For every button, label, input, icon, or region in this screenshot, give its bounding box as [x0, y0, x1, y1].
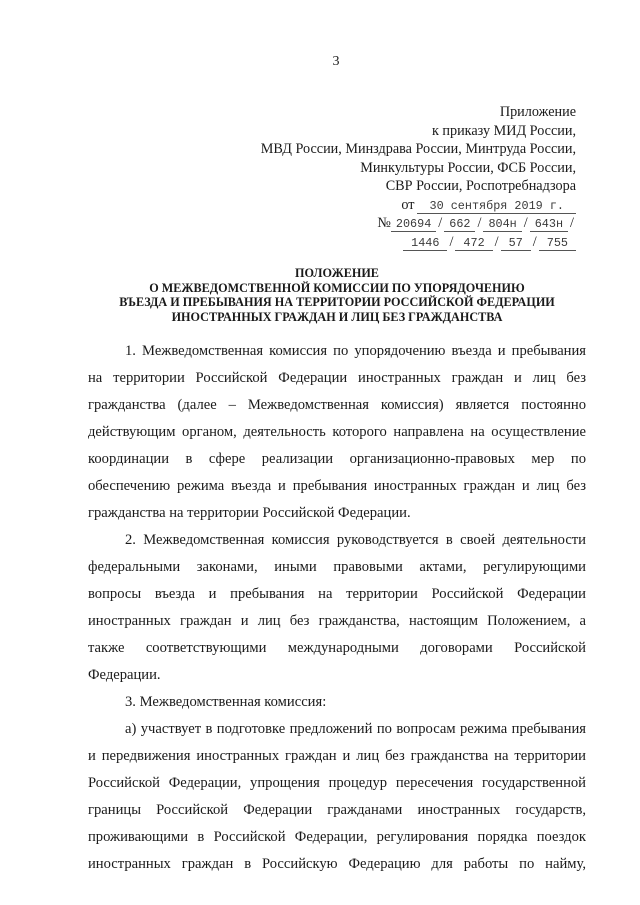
- title-line: ВЪЕЗДА И ПРЕБЫВАНИЯ НА ТЕРРИТОРИИ РОССИЙСКОЙ ФЕДЕРАЦИИ: [119, 295, 555, 310]
- order-number: 20694: [391, 218, 436, 232]
- text-line: а) участвует в подготовке предложений по вопросам режима пребывания: [125, 721, 586, 737]
- order-reference-line: СВР России, Роспотребнадзора: [385, 178, 576, 194]
- document-title: [88, 266, 586, 324]
- title-line: ИНОСТРАННЫХ ГРАЖДАН И ЛИЦ БЕЗ ГРАЖДАНСТВА: [171, 309, 503, 324]
- text-line: 2. Межведомственная комиссия руководствуется в своей деятельности: [125, 532, 586, 548]
- order-number: 804н: [483, 218, 521, 232]
- order-number: 643н: [530, 218, 568, 232]
- text-line: гражданства (далее – Межведомственная комиссия) является постоянно: [88, 397, 586, 413]
- number-separator: /: [449, 233, 454, 250]
- text-line: Российской Федерации, упрощения процедур пересечения государственной: [88, 775, 586, 791]
- text-line: 3. Межведомственная комиссия:: [125, 694, 327, 710]
- date-prefix: от: [401, 196, 415, 213]
- page-number: 3: [332, 54, 340, 69]
- number-sign: №: [377, 215, 391, 231]
- text-line: границы Российской Федерации гражданами иностранных государств,: [88, 802, 586, 818]
- number-separator: /: [477, 215, 482, 231]
- appendix-label: Приложение: [499, 104, 576, 120]
- text-line: на территории Российской Федерации иностранных граждан и лиц без: [88, 370, 586, 386]
- number-separator: /: [532, 233, 537, 250]
- order-date-line: [216, 196, 576, 215]
- title-line: ПОЛОЖЕНИЕ: [295, 266, 379, 280]
- document-body: [88, 338, 586, 878]
- order-number: 57: [501, 237, 531, 251]
- number-separator: /: [494, 233, 499, 250]
- paragraph-1: [88, 338, 586, 527]
- text-line: Федерации.: [88, 667, 161, 683]
- number-separator: /: [570, 215, 574, 231]
- subparagraph-a: [88, 716, 586, 878]
- text-line: иностранных граждан в Российскую Федерацию для работы по найму,: [88, 856, 586, 872]
- text-line: федеральными законами, иными правовыми актами, регулирующими: [88, 559, 586, 575]
- number-separator: /: [438, 215, 443, 231]
- text-line: проживающими в Российской Федерации, регулирования порядка поездок: [88, 829, 586, 845]
- order-number: 1446: [403, 237, 447, 251]
- order-reference-line: Минкультуры России, ФСБ России,: [360, 159, 576, 176]
- order-number: 662: [444, 218, 475, 232]
- text-line: координации в сфере реализации организационно-правовых мер по: [88, 451, 586, 467]
- text-line: вопросы въезда и пребывания на территории Российской Федерации: [88, 586, 586, 602]
- title-line: О МЕЖВЕДОМСТВЕННОЙ КОМИССИИ ПО УПОРЯДОЧЕНИЮ: [149, 280, 525, 295]
- order-reference-line: МВД России, Минздрава России, Минтруда России,: [260, 141, 576, 157]
- order-number: 472: [455, 237, 492, 251]
- paragraph-3: [88, 689, 586, 716]
- appendix-header: [216, 103, 576, 251]
- text-line: также соответствующими международными договорами Российской: [88, 640, 586, 656]
- order-number-line: [216, 233, 576, 252]
- order-date: 30 сентября 2019 г.: [417, 200, 576, 214]
- paragraph-2: [88, 527, 586, 689]
- text-line: действующим органом, деятельность которого направлена на осуществление: [88, 424, 586, 440]
- text-line: гражданства на территории Российской Федерации.: [88, 505, 411, 521]
- text-line: иностранных граждан и лиц без гражданства, настоящим Положением, а: [88, 613, 586, 629]
- order-number-line: [216, 214, 576, 233]
- text-line: и передвижения иностранных граждан и лиц без гражданства на территории: [88, 748, 586, 764]
- text-line: 1. Межведомственная комиссия по упорядочению въезда и пребывания: [125, 343, 586, 359]
- text-line: обеспечению режима въезда и пребывания иностранных граждан и лиц без: [88, 478, 586, 494]
- order-reference-line: к приказу МИД России,: [431, 122, 576, 139]
- order-number: 755: [539, 237, 576, 251]
- number-separator: /: [523, 215, 528, 231]
